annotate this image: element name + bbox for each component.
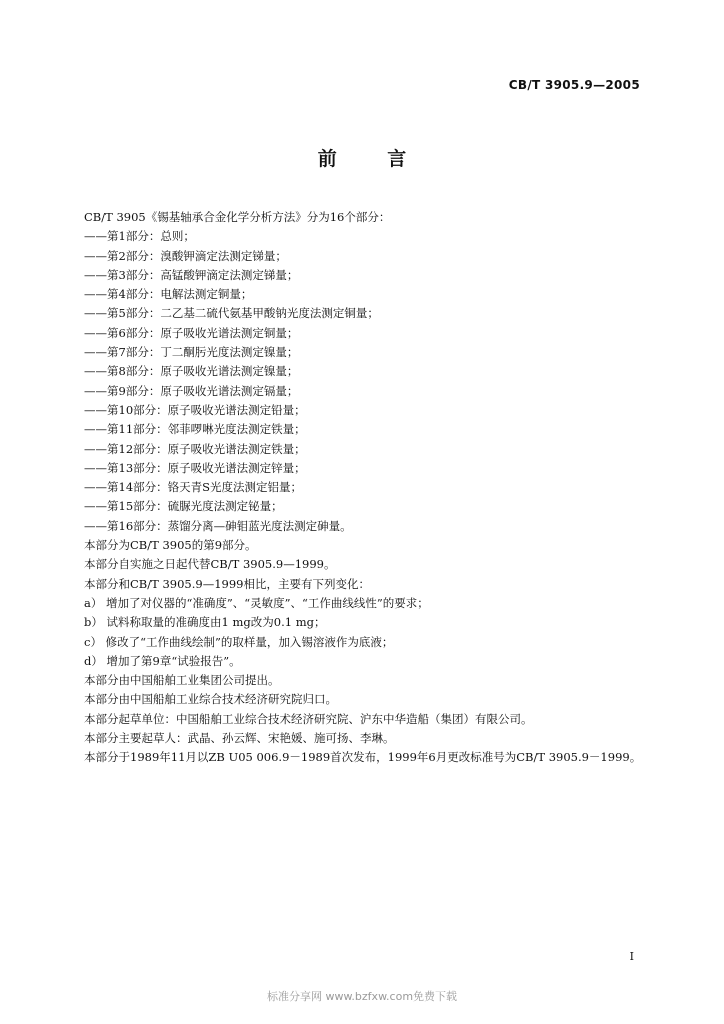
statement-drafters: 本部分主要起草人：武晶、孙云辉、宋艳媛、施可扬、李琳。	[84, 731, 395, 746]
list-item: d） 增加了第9章“试验报告”。	[84, 653, 241, 668]
parts-list	[84, 227, 664, 536]
list-item: ——第16部分：蒸馏分离—砷钼蓝光度法测定砷量。	[84, 518, 352, 533]
statement-part-number: 本部分为CB/T 3905的第9部分。	[84, 538, 257, 553]
list-item: c） 修改了“工作曲线绘制”的取样量，加入锡溶液作为底液；	[84, 634, 394, 649]
page-title: 前 言	[317, 148, 429, 170]
list-item: ——第9部分：原子吸收光谱法测定镉量；	[84, 383, 299, 398]
list-item: ——第1部分：总则；	[84, 229, 195, 244]
list-item: ——第8部分：原子吸收光谱法测定镍量；	[84, 364, 299, 379]
list-item: b） 试料称取量的准确度由1 mg改为0.1 mg；	[84, 615, 326, 630]
foreword-body	[84, 208, 664, 768]
statement-changes-intro: 本部分和CB/T 3905.9—1999相比，主要有下列变化：	[84, 576, 370, 591]
changes-list	[84, 594, 664, 671]
statement-drafting-units: 本部分起草单位：中国船舶工业综合技术经济研究院、沪东中华造船（集团）有限公司。	[84, 711, 533, 726]
list-item: ——第3部分：高锰酸钾滴定法测定锑量；	[84, 267, 299, 282]
statement-centralized: 本部分由中国船舶工业综合技术经济研究院归口。	[84, 692, 337, 707]
statement-history: 本部分于1989年11月以ZB U05 006.9－1989首次发布，1999年6月更改标准号为CB/T 3905.9－1999。	[84, 750, 642, 765]
statement-replaces: 本部分自实施之日起代替CB/T 3905.9—1999。	[84, 557, 336, 572]
list-item: ——第5部分：二乙基二硫代氨基甲酸钠光度法测定铜量；	[84, 306, 379, 321]
standard-code: CB/T 3905.9—2005	[508, 78, 640, 92]
watermark: 标准分享网 www.bzfxw.com免费下载	[266, 990, 458, 1003]
list-item: ——第7部分：丁二酮肟光度法测定镍量；	[84, 345, 299, 360]
intro-line: CB/T 3905《锡基轴承合金化学分析方法》分为16个部分：	[84, 210, 391, 224]
list-item: a） 增加了对仪器的“准确度”、“灵敏度”、“工作曲线线性”的要求；	[84, 595, 429, 610]
list-item: ——第10部分：原子吸收光谱法测定铅量；	[84, 402, 306, 417]
list-item: ——第12部分：原子吸收光谱法测定铁量；	[84, 441, 306, 456]
list-item: ——第13部分：原子吸收光谱法测定锌量；	[84, 460, 306, 475]
list-item: ——第6部分：原子吸收光谱法测定铜量；	[84, 325, 299, 340]
list-item: ——第2部分：溴酸钾滴定法测定锑量；	[84, 248, 287, 263]
list-item: ——第15部分：硫脲光度法测定铋量；	[84, 499, 283, 514]
list-item: ——第4部分：电解法测定铜量；	[84, 287, 253, 302]
page-number: I	[629, 950, 634, 963]
list-item: ——第14部分：铬天青S光度法测定铝量；	[84, 480, 303, 495]
statement-proposer: 本部分由中国船舶工业集团公司提出。	[84, 673, 280, 688]
list-item: ——第11部分：邻菲啰啉光度法测定铁量；	[84, 422, 306, 437]
